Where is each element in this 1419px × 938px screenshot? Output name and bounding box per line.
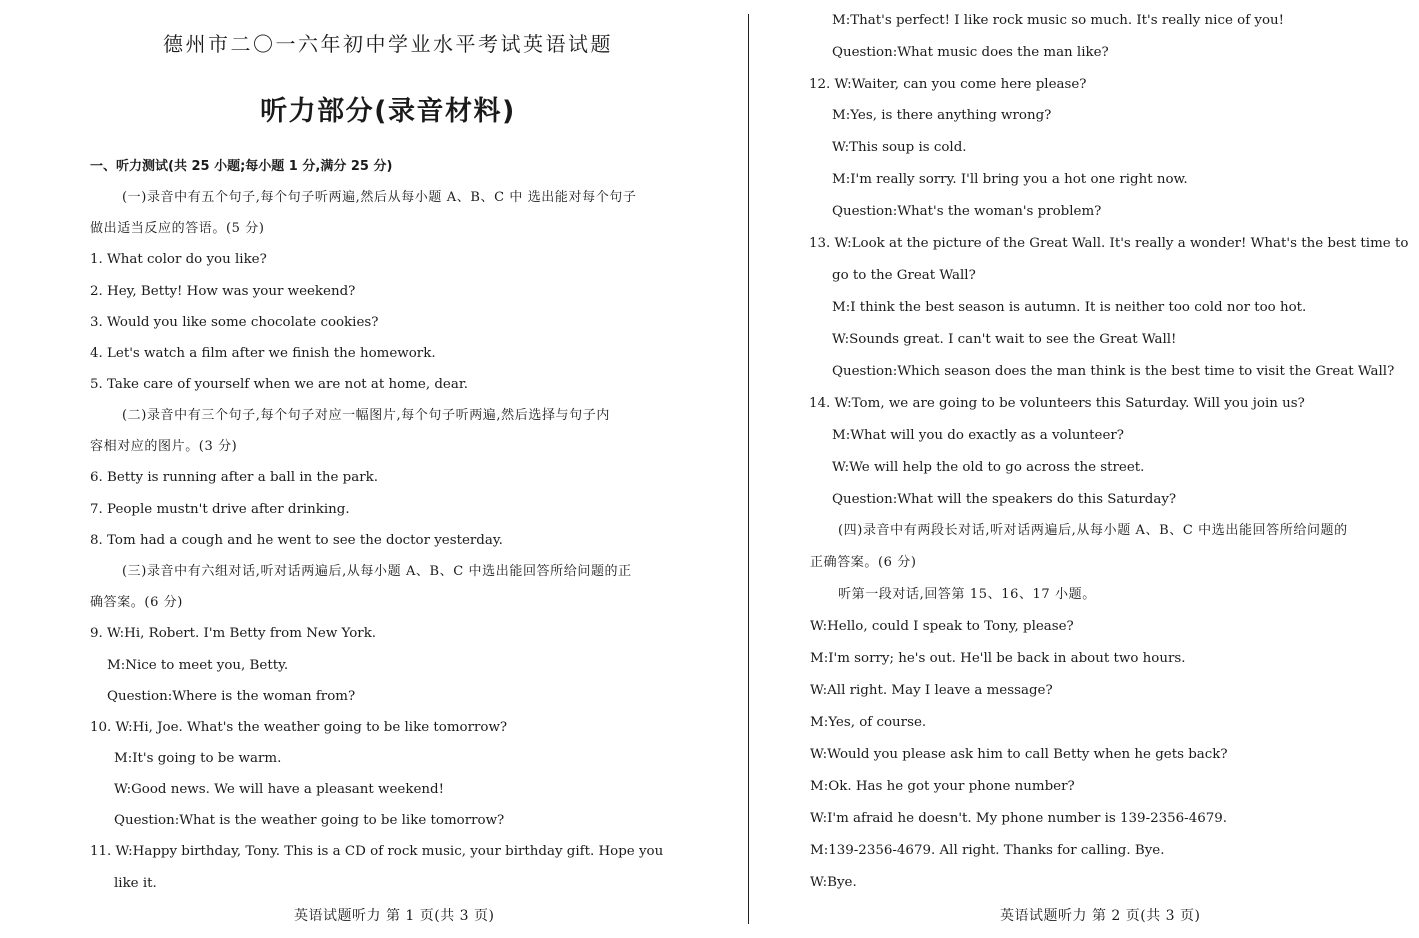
instruction-line: 确答案。(6 分) (90, 595, 183, 610)
text-line: 2. Hey, Betty! How was your weekend? (90, 284, 356, 299)
page-divider (748, 14, 749, 924)
text-line: 10. W:Hi, Joe. What's the weather going to be like tomorrow? (90, 720, 508, 735)
text-line: W:This soup is cold. (832, 140, 967, 155)
text-line: W:Bye. (810, 875, 857, 890)
text-line: W:Would you please ask him to call Betty when he gets back? (810, 747, 1228, 762)
text-line: 6. Betty is running after a ball in the park. (90, 470, 378, 485)
text-line: W:I'm afraid he doesn't. My phone number is 139-2356-4679. (810, 811, 1228, 826)
text-line: go to the Great Wall? (832, 268, 976, 283)
text-line: 7. People mustn't drive after drinking. (90, 502, 350, 517)
text-line: 1. What color do you like? (90, 252, 267, 267)
text-line: M:Ok. Has he got your phone number? (810, 779, 1075, 794)
text-line: 11. W:Happy birthday, Tony. This is a CD of rock music, your birthday gift. Hope you (90, 844, 664, 859)
text-line: Question:What is the weather going to be like tomorrow? (114, 813, 505, 828)
instruction-line: (一)录音中有五个句子,每个句子听两遍,然后从每小题 A、B、C 中 选出能对每个句子 (122, 190, 637, 205)
text-line: 9. W:Hi, Robert. I'm Betty from New York. (90, 626, 377, 641)
instruction-line: 听第一段对话,回答第 15、16、17 小题。 (838, 587, 1096, 602)
text-line: Question:What will the speakers do this Saturday? (832, 492, 1177, 507)
text-line: M:I'm sorry; he's out. He'll be back in about two hours. (810, 651, 1186, 666)
text-line: W:All right. May I leave a message? (810, 683, 1053, 698)
text-line: M:I think the best season is autumn. It is neither too cold nor too hot. (832, 300, 1307, 315)
text-line: M:139-2356-4679. All right. Thanks for calling. Bye. (810, 843, 1165, 858)
exam-title: 德州市二〇一六年初中学业水平考试英语试题 (163, 32, 613, 56)
text-line: 5. Take care of yourself when we are not at home, dear. (90, 377, 469, 392)
text-line: W:Sounds great. I can't wait to see the Great Wall! (832, 332, 1177, 347)
text-line: M:That's perfect! I like rock music so much. It's really nice of you! (832, 13, 1285, 28)
text-line: like it. (114, 876, 157, 891)
text-line: M:I'm really sorry. I'll bring you a hot one right now. (832, 172, 1188, 187)
page-footer: 英语试题听力 第 1 页(共 3 页) (294, 908, 495, 924)
text-line: M:Yes, is there anything wrong? (832, 108, 1052, 123)
page-footer: 英语试题听力 第 2 页(共 3 页) (1000, 908, 1201, 924)
part-one-heading: 一、听力测试(共 25 小题;每小题 1 分,满分 25 分) (90, 159, 393, 174)
text-line: M:It's going to be warm. (114, 751, 282, 766)
instruction-line: (三)录音中有六组对话,听对话两遍后,从每小题 A、B、C 中选出能回答所给问题的正 (122, 564, 632, 579)
section-title: 听力部分(录音材料) (260, 96, 516, 127)
text-line: 4. Let's watch a film after we finish the homework. (90, 346, 436, 361)
text-line: Question:What's the woman's problem? (832, 204, 1102, 219)
text-line: W:We will help the old to go across the street. (832, 460, 1145, 475)
instruction-line: (二)录音中有三个句子,每个句子对应一幅图片,每个句子听两遍,然后选择与句子内 (122, 408, 610, 423)
text-line: Question:Which season does the man think is the best time to visit the Great Wall? (832, 364, 1395, 379)
text-line: W:Good news. We will have a pleasant weekend! (114, 782, 444, 797)
text-line: 12. W:Waiter, can you come here please? (809, 77, 1087, 92)
text-line: 3. Would you like some chocolate cookies? (90, 315, 379, 330)
text-line: 8. Tom had a cough and he went to see the doctor yesterday. (90, 533, 503, 548)
text-line: 13. W:Look at the picture of the Great Wall. It's really a wonder! What's the best time to (809, 236, 1409, 251)
instruction-line: 正确答案。(6 分) (810, 555, 917, 570)
instruction-line: (四)录音中有两段长对话,听对话两遍后,从每小题 A、B、C 中选出能回答所给问题的 (838, 523, 1348, 538)
instruction-line: 做出适当反应的答语。(5 分) (90, 221, 265, 236)
text-line: W:Hello, could I speak to Tony, please? (810, 619, 1074, 634)
text-line: M:What will you do exactly as a volunteer? (832, 428, 1124, 443)
instruction-line: 容相对应的图片。(3 分) (90, 439, 238, 454)
text-line: 14. W:Tom, we are going to be volunteers this Saturday. Will you join us? (809, 396, 1305, 411)
text-line: M:Yes, of course. (810, 715, 927, 730)
right-page (750, 0, 1419, 938)
text-line: Question:Where is the woman from? (107, 689, 356, 704)
text-line: Question:What music does the man like? (832, 45, 1109, 60)
text-line: M:Nice to meet you, Betty. (107, 658, 289, 673)
